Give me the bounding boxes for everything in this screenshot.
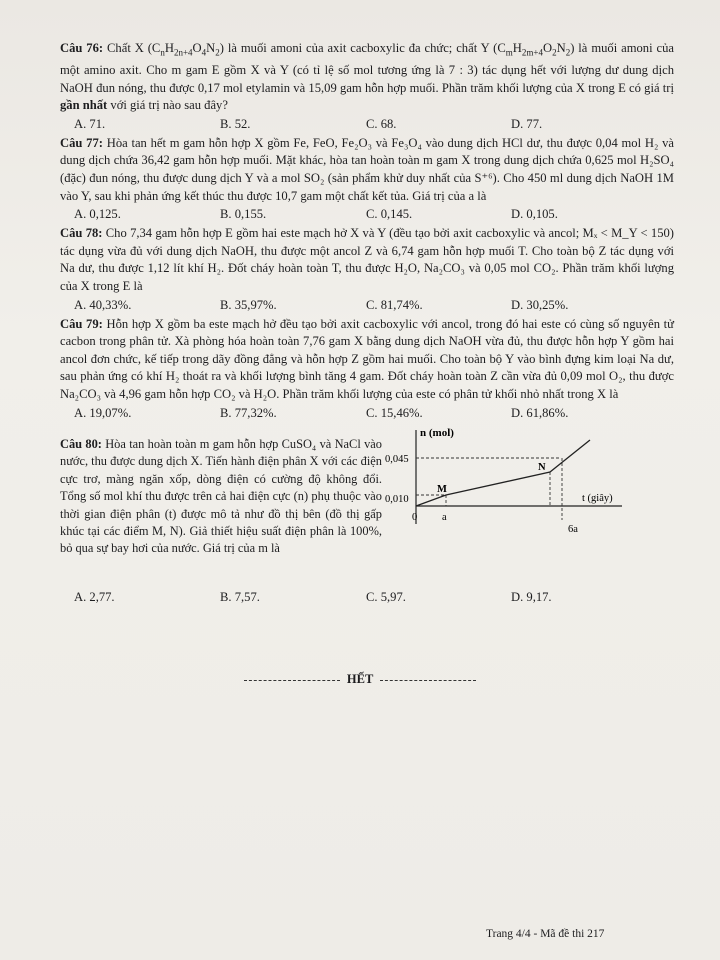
option-a: A. 40,33%.: [74, 297, 132, 312]
option-d: D. 77.: [511, 116, 543, 131]
question-77-options: [74, 206, 674, 223]
point-m-label: M: [437, 483, 447, 495]
question-78-label: Câu 78:: [60, 226, 103, 241]
question-80: [60, 424, 674, 589]
point-n-label: N: [538, 461, 546, 473]
x-tick-a: a: [442, 511, 447, 523]
y-axis-label: n (mol): [420, 426, 454, 439]
question-77: [60, 135, 674, 223]
option-a: A. 0,125.: [74, 207, 121, 222]
question-78-options: [74, 297, 674, 314]
question-80-options: [74, 589, 674, 606]
option-a: A. 71.: [74, 116, 106, 131]
option-c: C. 68.: [366, 116, 397, 131]
x-tick-6a: 6a: [568, 523, 578, 535]
question-76: [60, 40, 674, 133]
question-77-label: Câu 77:: [60, 135, 103, 150]
end-marker: [0, 672, 720, 687]
option-c: C. 81,74%.: [366, 297, 423, 312]
question-79-label: Câu 79:: [60, 316, 103, 331]
page-footer: Trang 4/4 - Mã đề thi 217: [486, 928, 605, 940]
question-80-text: Câu 80: Hòa tan hoàn toàn m gam hỗn hợp CuSO₄ và NaCl vào nước, thu được dung dịch X. Tiến hành điện phân X với các điện cực trơ, màng ngăn xốp, dòng điện có cường độ không đổi. Tổng số mol khí thu được trên cả hai điện cực (n) phụ thuộc vào thời gian điện phân (t) được mô tả như đồ thị bên (đồ thị gấp khúc tại các điểm M, N). Giả thiết hiệu suất điện phân là 100%, bỏ qua sự bay hơi của nước. Giá trị của m là: [60, 437, 382, 556]
electrolysis-graph: [385, 424, 640, 544]
end-dash-right: [380, 680, 476, 681]
question-78-text: Câu 78: Cho 7,34 gam hỗn hợp E gồm hai este mạch hở X và Y (đều tạo bởi axit cacboxylic và ancol; Mₓ < M_Y < 150) tác dụng vừa đủ với dung dịch NaOH, thu được một ancol Z và 6,74 gam hỗn hợp muối T. Cho toàn bộ Z tác dụng với Na dư, thu được 1,12 lít khí H₂. Đốt cháy hoàn toàn T, thu được H₂O, Na₂CO₃ và 0,05 mol CO₂. Phần trăm khối lượng của X trong E là: [60, 226, 674, 294]
graph-line: [416, 440, 590, 506]
end-label: HẾT: [346, 672, 374, 686]
y-tick-0010: 0,010: [385, 493, 409, 505]
option-b: B. 77,32%.: [220, 405, 277, 420]
option-d: D. 0,105.: [511, 207, 558, 222]
y-tick-0045: 0,045: [385, 453, 409, 465]
question-80-label: Câu 80:: [60, 437, 102, 451]
origin-label: 0: [412, 511, 418, 523]
option-b: B. 52.: [220, 116, 251, 131]
question-79-text: Câu 79: Hỗn hợp X gồm ba este mạch hở đều tạo bởi axit cacboxylic với ancol, trong đó hai este có cùng số nguyên tử cacbon trong phân tử. Xà phòng hóa hoàn toàn 7,76 gam X bằng dung dịch NaOH vừa đủ, thu được hỗn hợp Y gồm hai ancol đơn chức, kế tiếp trong dãy đồng đẳng và hỗn hợp Z gồm hai muối. Cho toàn bộ Y vào bình đựng kim loại Na dư, sau phản ứng có khí H₂ thoát ra và khối lượng bình tăng 4 gam. Đốt cháy hoàn toàn Z cần vừa đủ 0,09 mol O₂, thu được Na₂CO₃ và 4,96 gam hỗn hợp CO₂ và H₂O. Phần trăm khối lượng của este có phân tử khối nhỏ nhất trong X là: [60, 316, 674, 402]
question-76-text: Câu 76: Chất X $(C_nH_{2n+4}O_4N_2)$ là muối amoni của axit cacboxylic đa chức; chất Y $(C_mH_{2m+4}O_2N_2)$ là muối amoni của một amino axit. Cho m gam E gồm X và Y (có tỉ lệ số mol tương ứng là 7 : 3) tác dụng hết với lượng dư dung dịch NaOH đun nóng, thu được 0,17 mol etylamin và 15,09 gam hỗn hợp muối. Phần trăm khối lượng của X trong E có giá trị gần nhất với giá trị nào sau đây?: [60, 41, 674, 113]
option-b: B. 0,155.: [220, 207, 267, 222]
question-76-options: [74, 116, 674, 133]
option-d: D. 30,25%.: [511, 297, 569, 312]
x-axis-label: t (giây): [582, 492, 613, 504]
option-a: A. 2,77.: [74, 589, 115, 604]
option-c: C. 5,97.: [366, 589, 406, 604]
question-76-label: Câu 76:: [60, 41, 104, 55]
option-c: C. 0,145.: [366, 207, 413, 222]
option-b: B. 35,97%.: [220, 297, 277, 312]
question-78: [60, 225, 674, 313]
question-79: [60, 316, 674, 422]
option-d: D. 61,86%.: [511, 405, 569, 420]
option-c: C. 15,46%.: [366, 405, 423, 420]
option-d: D. 9,17.: [511, 589, 552, 604]
option-b: B. 7,57.: [220, 589, 260, 604]
end-dash-left: [244, 680, 340, 681]
question-79-options: [74, 405, 674, 422]
question-77-text: Câu 77: Hòa tan hết m gam hỗn hợp X gồm Fe, FeO, Fe₂O₃ và Fe₃O₄ vào dung dịch HCl dư, thu được 0,04 mol H₂ và dung dịch chứa 36,42 gam hỗn hợp muối. Mặt khác, hòa tan hoàn toàn m gam X trong dung dịch chứa 0,625 mol H₂SO₄ (đặc) đun nóng, thu được dung dịch Y và a mol SO₂ (sản phẩm khử duy nhất của S⁺⁶). Cho 450 ml dung dịch NaOH 1M vào Y, sau khi phản ứng kết thúc thu được 10,7 gam một chất kết tủa. Giá trị của a là: [60, 135, 674, 203]
option-a: A. 19,07%.: [74, 405, 132, 420]
